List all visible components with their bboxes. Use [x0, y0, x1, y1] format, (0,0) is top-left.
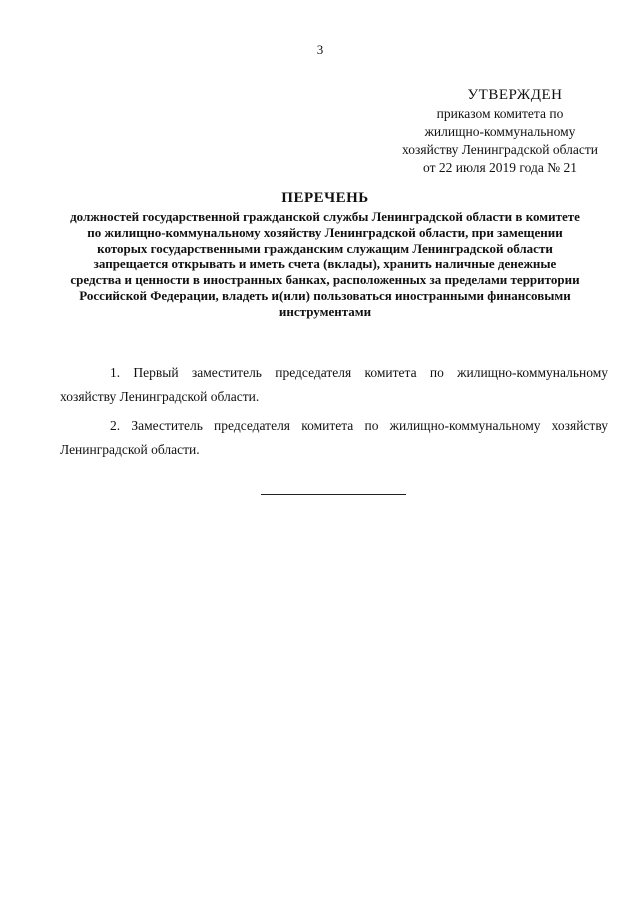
- list-item: 1. Первый заместитель председателя комитета по жилищно-коммунальному хозяйству Ленинградской области.: [60, 365, 608, 404]
- approval-date-line: от 22 июля 2019 года № 21: [423, 160, 577, 175]
- document-heading: [70, 190, 580, 320]
- document-title: ПЕРЕЧЕНЬ: [281, 190, 369, 206]
- document-subtitle: должностей государственной гражданской службы Ленинградской области в комитете по жилищно-коммунальному хозяйству Ленинградской области, при замещении которых государственными гражданским служащим Ленинградской области запрещается открывать и иметь счета (вклады), хранить наличные денежные средства и ценности в иностранных банках, расположенных за пределами территории Российской Федерации, владеть и(или) пользоваться иностранными финансовыми инструментами: [70, 209, 580, 319]
- approval-title: УТВЕРЖДЕН: [467, 87, 563, 103]
- positions-list: [60, 361, 608, 467]
- page-number: 3: [316, 42, 324, 57]
- end-divider: [261, 494, 406, 495]
- list-item: 2. Заместитель председателя комитета по жилищно-коммунальному хозяйству Ленинградской области.: [60, 418, 608, 457]
- approval-block: [380, 86, 620, 177]
- approval-line: жилищно-коммунальному: [424, 124, 576, 139]
- approval-line: хозяйству Ленинградской области: [402, 142, 598, 157]
- approval-line: приказом комитета по: [436, 106, 564, 121]
